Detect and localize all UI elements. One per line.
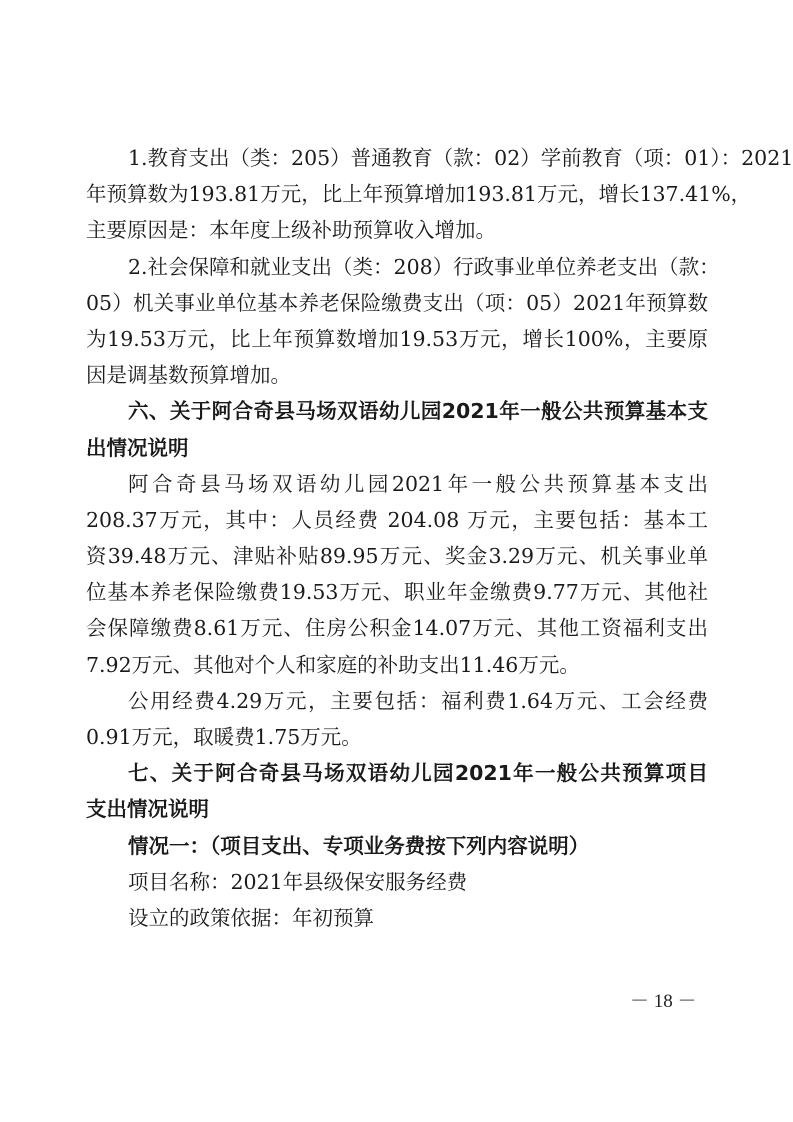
paragraph-line: 1.教育支出（类：205）普通教育（款：02）学前教育（项：01）：2021 <box>128 146 793 170</box>
document-body <box>86 140 793 936</box>
paragraph-line: 资39.48万元、津贴补贴89.95万元、奖金3.29万元、机关事业单 <box>86 544 708 569</box>
sub-heading: 情况一：（项目支出、专项业务费按下列内容说明） <box>128 833 590 858</box>
paragraph-line: 7.92万元、其他对个人和家庭的补助支出11.46万元。 <box>86 652 580 677</box>
paragraph-line: 公用经费4.29万元，主要包括：福利费1.64万元、工会经费 <box>128 688 708 713</box>
paragraph-line: 阿合奇县马场双语幼儿园2021年一般公共预算基本支出 <box>128 471 708 496</box>
paragraph-line: 2.社会保障和就业支出（类：208）行政事业单位养老支出（款： <box>128 254 720 279</box>
section-heading: 六、关于阿合奇县马场双语幼儿园2021年一般公共预算基本支 <box>128 399 708 424</box>
page-number: － 18 － <box>630 991 697 1012</box>
paragraph-line: 主要原因是：本年度上级补助预算收入增加。 <box>86 218 496 243</box>
paragraph-line: 位基本养老保险缴费19.53万元、职业年金缴费9.77万元、其他社 <box>86 580 708 605</box>
paragraph-line: 208.37万元，其中：人员经费 204.08 万元，主要包括：基本工 <box>86 507 708 532</box>
section-heading: 七、关于阿合奇县马场双语幼儿园2021年一般公共预算项目 <box>128 761 708 786</box>
paragraph-line: 为19.53万元，比上年预算数增加19.53万元，增长100%，主要原 <box>86 326 708 351</box>
paragraph-line: 因是调基数预算增加。 <box>86 363 291 388</box>
paragraph-line: 05）机关事业单位基本养老保险缴费支出（项：05）2021年预算数 <box>86 290 708 315</box>
section-heading: 出情况说明 <box>86 435 189 460</box>
paragraph-line: 年预算数为193.81万元，比上年预算增加193.81万元，增长137.41%， <box>86 182 752 207</box>
paragraph-line: 项目名称：2021年县级保安服务经费 <box>128 869 468 894</box>
paragraph-line: 设立的政策依据：年初预算 <box>128 905 374 930</box>
section-heading: 支出情况说明 <box>86 797 209 822</box>
paragraph-line: 会保障缴费8.61万元、住房公积金14.07万元、其他工资福利支出 <box>86 616 708 641</box>
paragraph-line: 0.91万元，取暖费1.75万元。 <box>86 725 362 749</box>
